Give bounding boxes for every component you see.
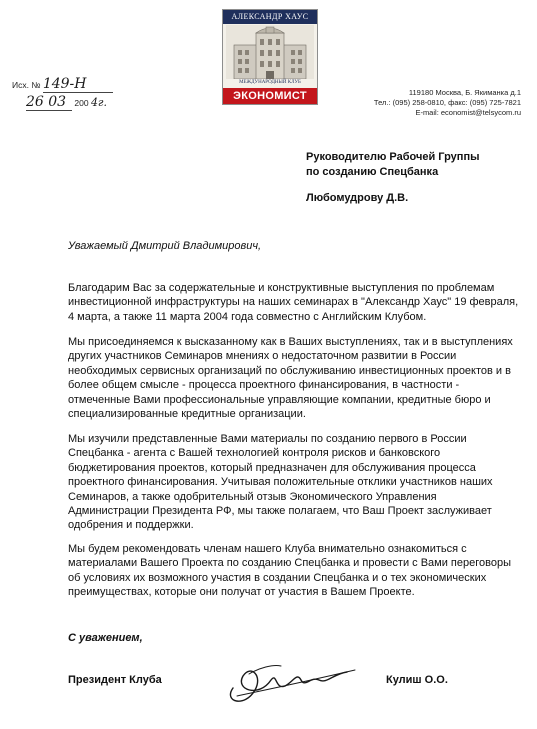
outgoing-date xyxy=(26,94,107,111)
outgoing-year-suffix: 4г. xyxy=(90,96,107,109)
logo-brand: ЭКОНОМИСТ xyxy=(223,88,317,104)
logo-sub-text: МЕЖДУНАРОДНЫЙ КЛУБ xyxy=(239,80,301,85)
recipient-line-1: Руководителю Рабочей Группы xyxy=(306,151,480,163)
body-paragraph-1: Благодарим Вас за содержательные и конструктивные выступления по проблемам инвестиционной инфраструктуры на наших семинарах в "Александр Хаус" 19 февраля, 4 марта, а также 11 марта 2004 года совместно с Английским Клубом. xyxy=(68,282,519,323)
handwritten-signature xyxy=(215,650,365,712)
recipient-line-2: по созданию Спецбанка xyxy=(306,166,439,178)
body-paragraph-3: Мы изучили представленные Вами материалы по созданию первого в России Спецбанка - агента с Вашей технологией контроля рисков и банковского бюджетирования проектов, который предназначен для обслуживания процесса проектного финансирования. Учитывая положительные отклики участников наших Семинаров, а также одобрительный отзыв Экономического Управления Администрации Президента РФ, мы также полагаем, что Ваш Проект заслуживает одобрения и поддержки. xyxy=(68,433,493,532)
outgoing-date-value: 26 03 xyxy=(26,94,67,110)
logo-top-text: АЛЕКСАНДР ХАУС xyxy=(223,10,317,24)
outgoing-number-label: Исх. № xyxy=(12,80,41,90)
closing: С уважением, xyxy=(68,632,143,644)
outgoing-year-prefix: 200 xyxy=(74,98,89,108)
address-email: E-mail: economist@telsycom.ru xyxy=(415,108,521,117)
signatory-title: Президент Клуба xyxy=(68,674,162,686)
club-address xyxy=(374,88,521,118)
salutation: Уважаемый Дмитрий Владимирович, xyxy=(68,240,262,252)
body-paragraph-2: Мы присоединяемся к высказанному как в Ваших выступлениях, так и в выступлениях других участников Семинаров мнениях о недостаточном развитии в России необходимых сервисных организаций по обслуживанию инвестиционных проектов и в более общем смысле - процесса проектного финансирования, в частности - отмеченные Вами профессиональные управляющие компании, кредитные бюро и специализированные кредитные организации. xyxy=(68,336,513,421)
recipient-name: Любомудрову Д.В. xyxy=(306,192,409,204)
signatory-name: Кулиш О.О. xyxy=(386,674,448,686)
club-logo xyxy=(222,9,318,105)
outgoing-number xyxy=(12,76,113,93)
body-paragraph-4: Мы будем рекомендовать членам нашего Клуба внимательно ознакомиться с материалами Вашего Проекта по созданию Спецбанка и провести с Вами переговоры об условиях их возможного участия в создании Спецбанка и о тех экономических преимуществах, которые они получат от участия в Вашем Проекте. xyxy=(68,543,511,599)
address-line: 119180 Москва, Б. Якиманка д.1 xyxy=(408,88,521,97)
outgoing-number-value: 149-Н xyxy=(42,76,87,92)
building-icon xyxy=(226,25,314,79)
recipient-position xyxy=(306,150,479,180)
address-phone: Тел.: (095) 258-0810, факс: (095) 725-7821 xyxy=(373,98,521,107)
